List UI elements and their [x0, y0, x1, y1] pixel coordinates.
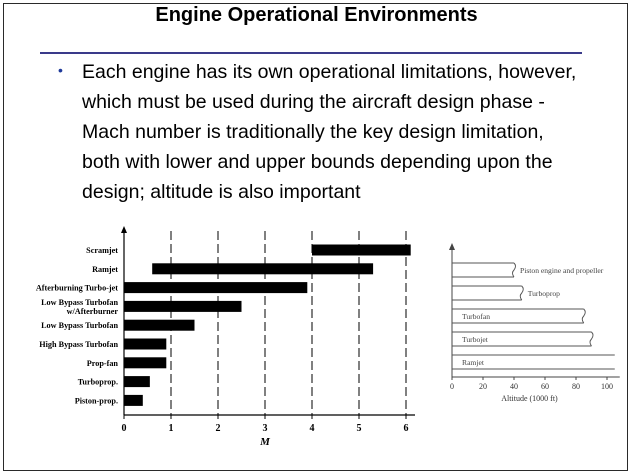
x-tick-label: 40	[510, 382, 518, 391]
x-tick-label: 6	[403, 423, 409, 434]
range-bar	[312, 245, 411, 256]
break-mark	[590, 332, 593, 346]
category-label: Prop-fan	[86, 358, 118, 368]
x-tick-label: 2	[215, 423, 221, 434]
range-bar	[152, 263, 373, 274]
category-label: Turbojet	[462, 335, 488, 344]
category-label: High Bypass Turbofan	[39, 340, 118, 349]
range-bar	[124, 339, 166, 350]
y-axis-arrow	[449, 243, 455, 250]
slide-title: Engine Operational Environments	[155, 4, 478, 26]
break-mark	[520, 286, 523, 300]
range-bar	[124, 376, 150, 387]
bullet-marker: •	[58, 62, 63, 78]
range-bar	[124, 282, 307, 293]
category-label: Piston-prop.	[74, 396, 118, 406]
range-bar	[124, 357, 166, 368]
category-label: Turbofan	[462, 312, 490, 321]
x-tick-label: 0	[450, 382, 454, 391]
break-mark	[513, 263, 516, 277]
x-axis-label: M	[260, 436, 270, 448]
x-tick-label: 4	[309, 423, 315, 434]
x-tick-label: 60	[541, 382, 549, 391]
break-mark	[582, 309, 585, 323]
x-tick-label: 80	[572, 382, 580, 391]
x-tick-label: 5	[356, 423, 362, 434]
category-label: Afterburning Turbo-jet	[35, 283, 118, 293]
range-bar	[124, 320, 195, 331]
x-tick-label: 0	[121, 423, 127, 434]
title-divider	[40, 52, 582, 54]
mach-number-chart	[20, 225, 420, 455]
range-bar	[124, 301, 242, 312]
category-label: Turboprop.	[77, 377, 118, 387]
category-label: Low Bypass Turbofan	[41, 321, 118, 331]
y-axis-arrow	[121, 226, 127, 233]
x-tick-label: 3	[262, 423, 268, 434]
category-label: Ramjet	[92, 264, 118, 274]
x-tick-label: 20	[479, 382, 487, 391]
altitude-chart	[440, 240, 625, 405]
category-label: Scramjet	[86, 246, 118, 255]
category-label: Piston engine and propeller	[520, 266, 604, 275]
category-label: Ramjet	[462, 358, 484, 367]
x-tick-label: 1	[168, 423, 174, 434]
category-label: Low Bypass Turbofan	[41, 297, 118, 307]
x-tick-label: 100	[601, 382, 613, 391]
x-axis-label: Altitude (1000 ft)	[501, 394, 558, 403]
range-bar	[124, 395, 143, 406]
bullet-text: Each engine has its own operational limitations, however, which must be used during the aircraft design phase - Mach number is traditionally the key design limitation, both with lower and upper bounds depending upon the design; altitude is also important	[82, 61, 577, 203]
category-label: w/Afterburner	[66, 306, 118, 316]
category-label: Turboprop	[527, 289, 560, 298]
